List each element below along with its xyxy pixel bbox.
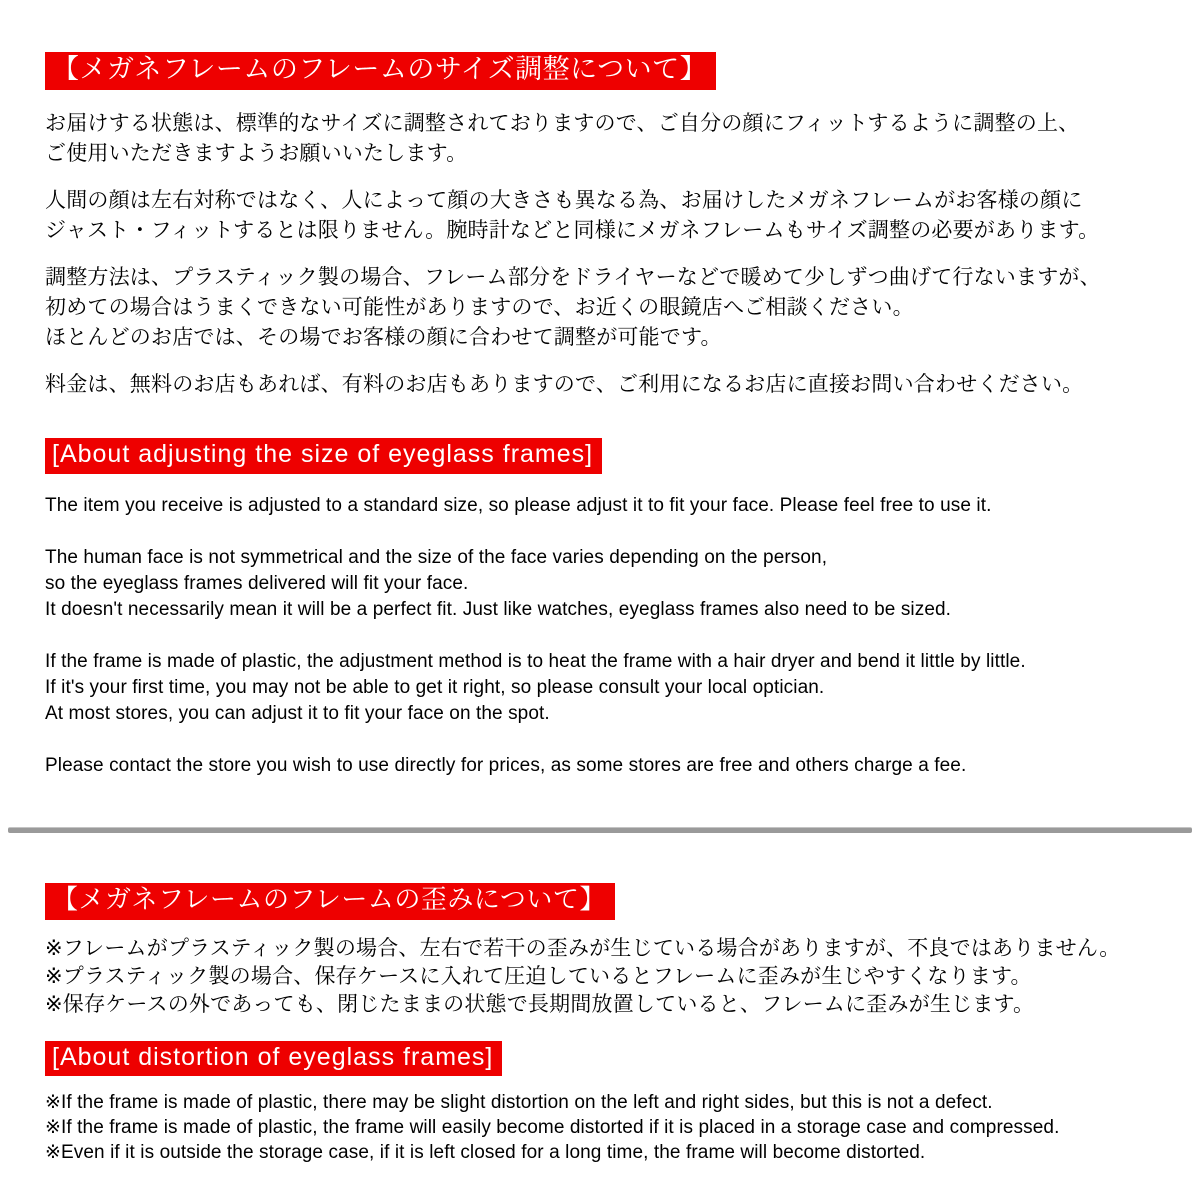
paragraph-delivery-state-en	[45, 493, 1160, 519]
paragraph-fees-en	[45, 753, 1160, 779]
section-size-adjustment-ja	[0, 0, 1200, 400]
text-line: 料金は、無料のお店もあれば、有料のお店もありますので、ご利用になるお店に直接お問い合わせください。	[45, 373, 1084, 397]
section-title-size-adjustment-ja: 【メガネフレームのフレームのサイズ調整について】	[45, 52, 716, 90]
section-distortion-en	[0, 1019, 1200, 1166]
section-title-distortion-ja: 【メガネフレームのフレームの歪みについて】	[45, 883, 615, 920]
paragraph-adjust-method-en	[45, 649, 1160, 727]
paragraph-face-symmetry-en	[45, 545, 1160, 623]
text-line: ジャスト・フィットするとは限りません。腕時計などと同様にメガネフレームもサイズ調整の必要があります。	[45, 219, 1100, 243]
text-line: お届けする状態は、標準的なサイズに調整されておりますので、ご自分の顔にフィットするように調整の上、	[45, 112, 1080, 136]
bullet-list-distortion-en	[45, 1090, 1160, 1165]
bullet-item: ※If the frame is made of plastic, there may be slight distortion on the left and right sides, but this is not a defect.	[45, 1092, 993, 1114]
text-line: ご使用いただきますようお願いいたします。	[45, 142, 468, 166]
text-line: At most stores, you can adjust it to fit your face on the spot.	[45, 702, 550, 724]
section-title-size-adjustment-en: [About adjusting the size of eyeglass frames]	[45, 438, 602, 474]
bullet-item: ※If the frame is made of plastic, the frame will easily become distorted if it is placed in a storage case and compressed.	[45, 1117, 1060, 1139]
text-line: 調整方法は、プラスティック製の場合、フレーム部分をドライヤーなどで暖めて少しずつ曲げて行ないますが、	[45, 266, 1101, 290]
text-line: If it's your first time, you may not be able to get it right, so please consult your local optician.	[45, 676, 825, 698]
paragraph-fees-ja	[45, 370, 1160, 400]
paragraph-face-symmetry-ja	[45, 186, 1160, 246]
section-size-adjustment-en	[0, 400, 1200, 779]
text-line: It doesn't necessarily mean it will be a perfect fit. Just like watches, eyeglass frames also need to be sized.	[45, 598, 952, 620]
bullet-list-distortion-ja	[45, 935, 1160, 1019]
text-line: 初めての場合はうまくできない可能性がありますので、お近くの眼鏡店へご相談ください。	[45, 296, 914, 320]
text-line: The human face is not symmetrical and the size of the face varies depending on the person,	[45, 546, 828, 568]
text-line: Please contact the store you wish to use directly for prices, as some stores are free and others charge a fee.	[45, 754, 967, 776]
bullet-item: ※フレームがプラスティック製の場合、左右で若干の歪みが生じている場合がありますが、不良ではありません。	[45, 936, 1121, 960]
section-title-distortion-en: [About distortion of eyeglass frames]	[45, 1041, 502, 1077]
text-line: 人間の顔は左右対称ではなく、人によって顔の大きさも異なる為、お届けしたメガネフレームがお客様の顔に	[45, 189, 1083, 213]
paragraph-adjust-method-ja	[45, 263, 1160, 353]
text-line: ほとんどのお店では、その場でお客様の顔に合わせて調整が可能です。	[45, 326, 722, 350]
bullet-item: ※保存ケースの外であっても、閉じたままの状態で長期間放置していると、フレームに歪みが生じます。	[45, 992, 1035, 1016]
paragraph-delivery-state-ja	[45, 109, 1160, 169]
text-line: The item you receive is adjusted to a standard size, so please adjust it to fit your face. Please feel free to use it.	[45, 494, 992, 516]
bullet-item: ※プラスティック製の場合、保存ケースに入れて圧迫しているとフレームに歪みが生じやすくなります。	[45, 964, 1032, 988]
text-line: so the eyeglass frames delivered will fit your face.	[45, 572, 469, 594]
section-distortion-ja	[0, 833, 1200, 1019]
bullet-item: ※Even if it is outside the storage case, if it is left closed for a long time, the frame will become distorted.	[45, 1142, 926, 1164]
text-line: If the frame is made of plastic, the adjustment method is to heat the frame with a hair dryer and bend it little by little.	[45, 650, 1026, 672]
